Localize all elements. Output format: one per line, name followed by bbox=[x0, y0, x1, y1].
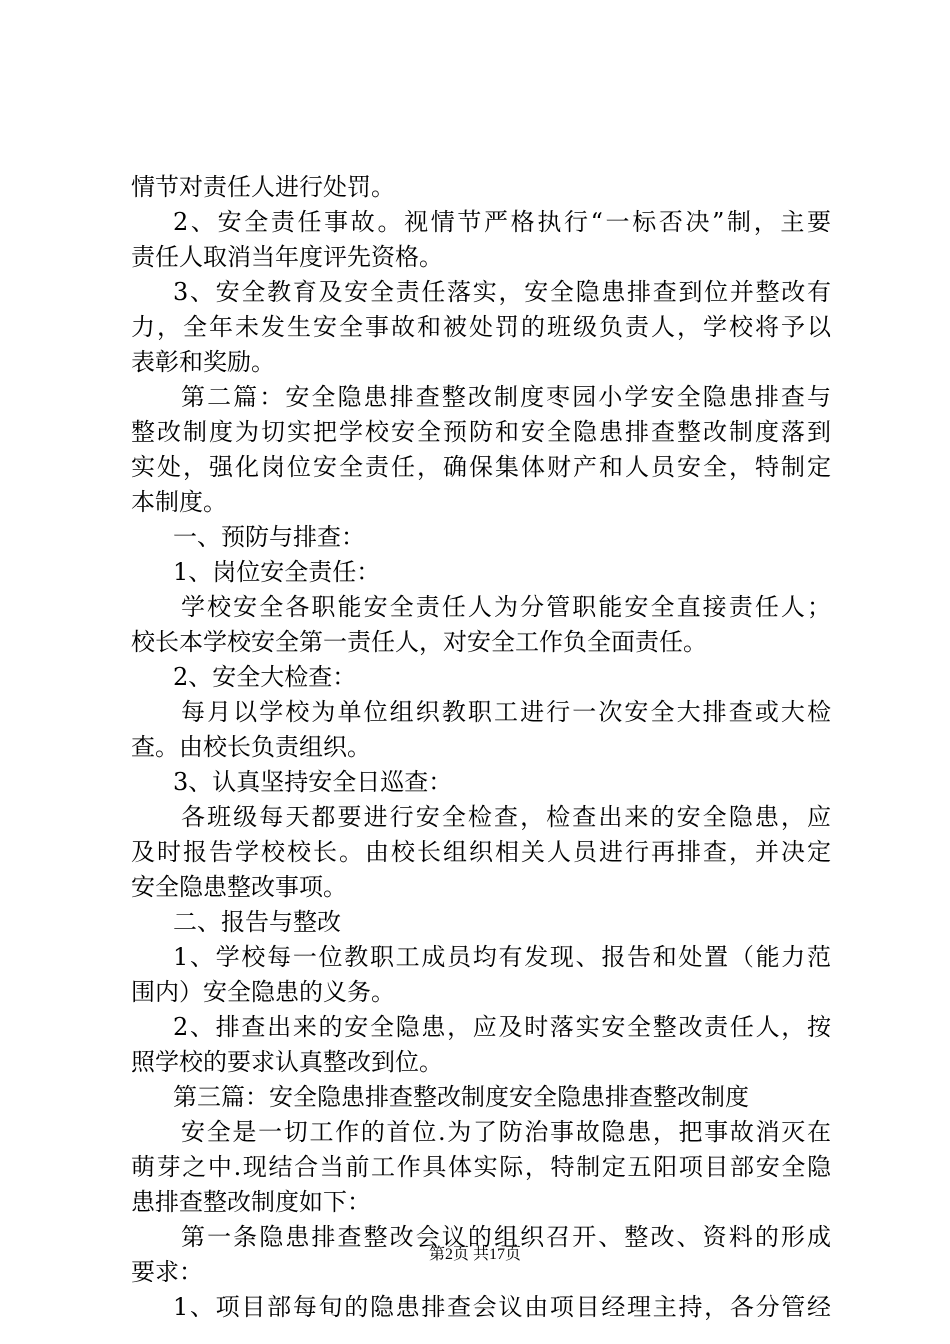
text-line: 每月以学校为单位组织教职工进行一次安全大排查或大检 bbox=[181, 698, 831, 726]
text-line: 1、项目部每旬的隐患排查会议由项目经理主持，各分管经 bbox=[173, 1293, 831, 1321]
text-line: 第三篇：安全隐患排查整改制度安全隐患排查整改制度 bbox=[173, 1083, 749, 1111]
text-line: 第一条隐患排查整改会议的组织召开、整改、资料的形成 bbox=[181, 1223, 831, 1251]
text-line: 安全是一切工作的首位.为了防治事故隐患，把事故消灭在 bbox=[181, 1118, 831, 1146]
text-line: 及时报告学校校长。由校长组织相关人员进行再排查，并决定 bbox=[131, 838, 831, 866]
text-line: 一、预防与排查： bbox=[173, 523, 365, 551]
text-line: 二、报告与整改 bbox=[173, 908, 341, 936]
text-line: 校长本学校安全第一责任人，对安全工作负全面责任。 bbox=[131, 628, 707, 656]
text-line: 实处，强化岗位安全责任，确保集体财产和人员安全，特制定 bbox=[131, 453, 831, 481]
text-line: 照学校的要求认真整改到位。 bbox=[131, 1048, 443, 1076]
page-footer: 第2页 共17页 bbox=[428, 1246, 521, 1263]
text-line: 1、岗位安全责任： bbox=[173, 558, 381, 586]
text-line: 围内）安全隐患的义务。 bbox=[131, 978, 395, 1006]
text-line: 整改制度为切实把学校安全预防和安全隐患排查整改制度落到 bbox=[131, 418, 831, 446]
text-line: 2、安全大检查： bbox=[173, 663, 357, 691]
text-line: 力，全年未发生安全事故和被处罚的班级负责人，学校将予以 bbox=[131, 313, 831, 341]
text-line: 表彰和奖励。 bbox=[131, 348, 275, 376]
text-line: 2、安全责任事故。视情节严格执行“一标否决”制，主要 bbox=[173, 208, 831, 236]
text-line: 本制度。 bbox=[131, 488, 227, 516]
text-line: 要求： bbox=[131, 1258, 203, 1286]
text-line: 责任人取消当年度评先资格。 bbox=[131, 243, 443, 271]
text-line: 3、认真坚持安全日巡查： bbox=[173, 768, 453, 796]
text-line: 1、学校每一位教职工成员均有发现、报告和处置（能力范 bbox=[173, 943, 831, 971]
text-line: 2、排查出来的安全隐患，应及时落实安全整改责任人，按 bbox=[173, 1013, 831, 1041]
text-line: 安全隐患整改事项。 bbox=[131, 873, 347, 901]
text-line: 查。由校长负责组织。 bbox=[131, 733, 371, 761]
text-line: 学校安全各职能安全责任人为分管职能安全直接责任人； bbox=[181, 593, 831, 621]
text-line: 患排查整改制度如下： bbox=[131, 1188, 371, 1216]
text-line: 第二篇：安全隐患排查整改制度枣园小学安全隐患排查与 bbox=[181, 383, 831, 411]
text-line: 情节对责任人进行处罚。 bbox=[131, 173, 395, 201]
text-line: 萌芽之中.现结合当前工作具体实际，特制定五阳项目部安全隐 bbox=[131, 1153, 831, 1181]
text-line: 各班级每天都要进行安全检查，检查出来的安全隐患，应 bbox=[181, 803, 831, 831]
text-line: 3、安全教育及安全责任落实，安全隐患排查到位并整改有 bbox=[173, 278, 831, 306]
